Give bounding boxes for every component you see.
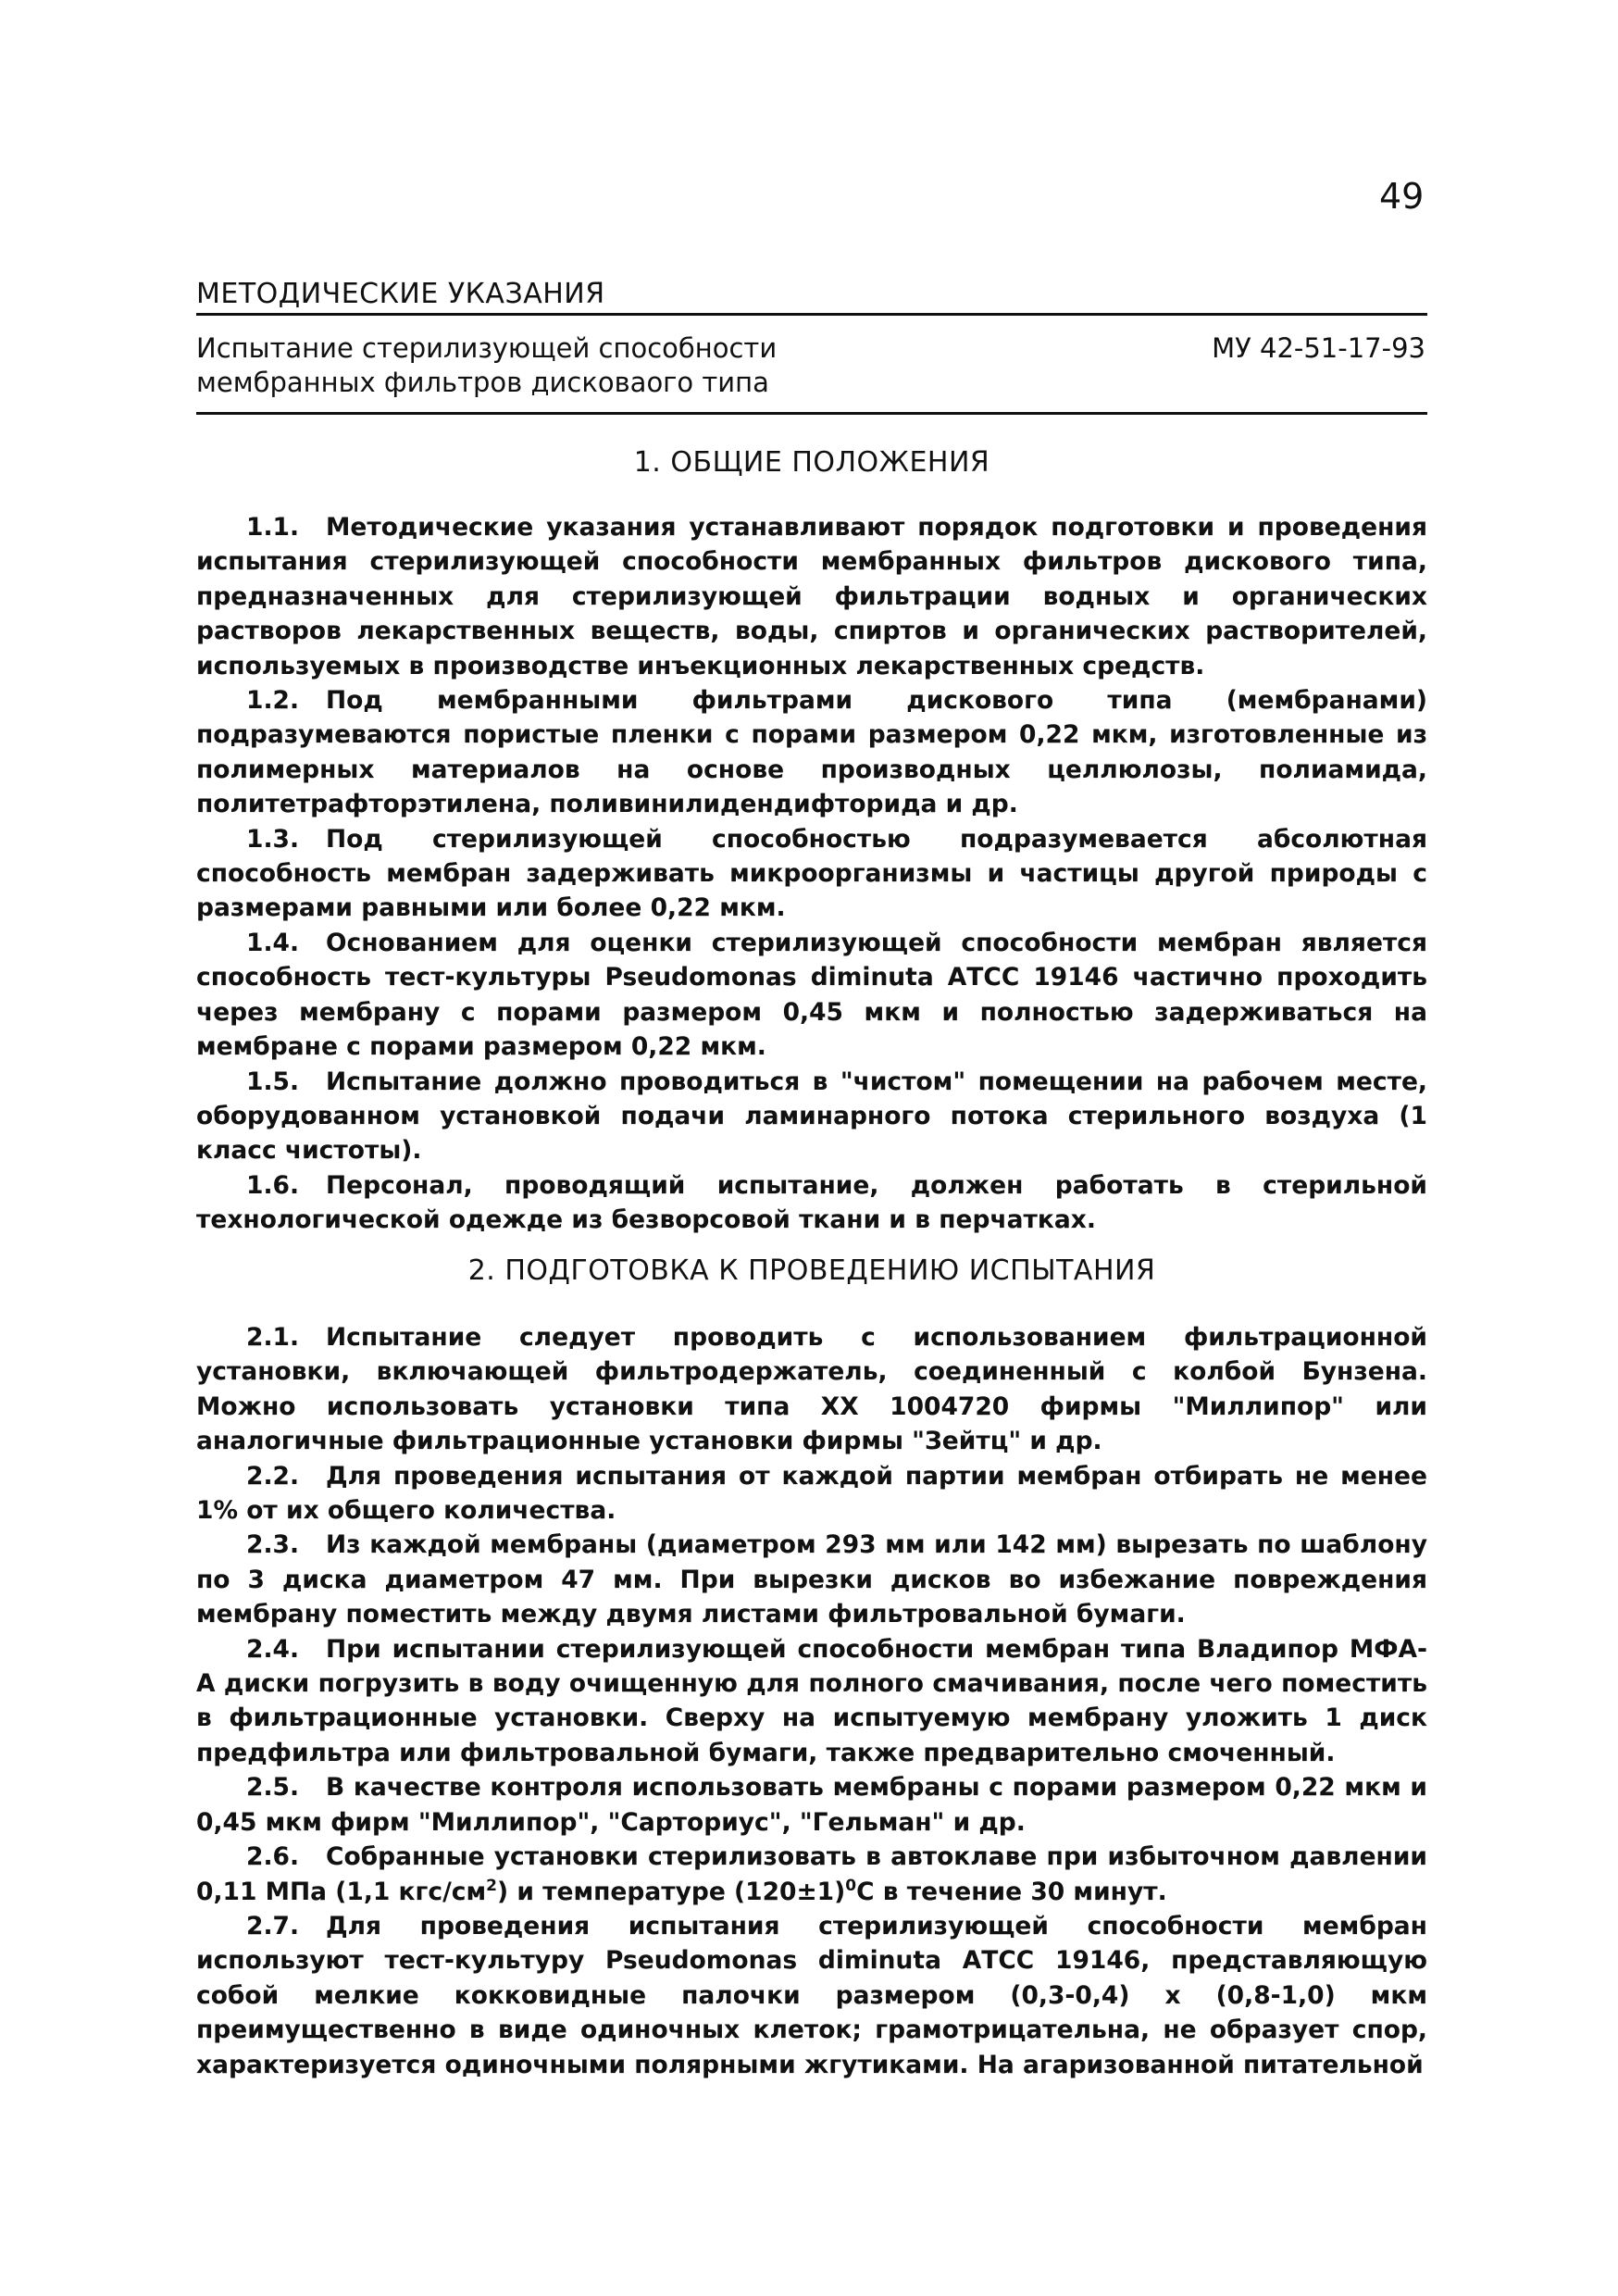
document-code: МУ 42-51-17-93: [1212, 332, 1425, 364]
paragraph-2-3: [196, 1528, 1427, 1631]
paragraph-number: 1.4.: [246, 928, 300, 957]
paragraph-text: Для проведения испытания от каждой партии мембран отбирать не менее 1% от их общего количества.: [196, 1461, 1427, 1526]
paragraph-2-6: [196, 1840, 1427, 1909]
section-1-body: [196, 510, 1427, 1238]
header-rule-top: [196, 313, 1427, 316]
paragraph-number: 2.5.: [246, 1773, 300, 1803]
section-1-title: 1. ОБЩИЕ ПОЛОЖЕНИЯ: [633, 446, 990, 479]
paragraph-text: Испытание следует проводить с использованием фильтрационной установки, включающей фильтродержатель, соединенный с колбой Бунзена. Можно использовать установки типа XX 1004720 фирмы "Миллипор" или аналогичные фильтрационные установки фирмы "Зейтц" и др.: [196, 1323, 1427, 1456]
paragraph-text-part-3: С в течение 30 минут.: [856, 1877, 1167, 1906]
section-2-body: [196, 1320, 1427, 2082]
paragraph-text: При испытании стерилизующей способности мембран типа Владипор МФА-А диски погрузить в воду очищенную для полного смачивания, после чего поместить в фильтрационные установки. Сверху на испытуемую мембрану уложить 1 диск предфильтра или фильтровальной бумаги, также предварительно смоченный.: [196, 1634, 1427, 1767]
header-rule-bottom: [196, 412, 1427, 415]
paragraph-1-6: [196, 1168, 1427, 1238]
paragraph-number: 2.6.: [246, 1842, 300, 1872]
paragraph-2-4: [196, 1632, 1427, 1771]
document-type-heading: МЕТОДИЧЕСКИЕ УКАЗАНИЯ: [196, 278, 605, 310]
paragraph-text: В качестве контроля использовать мембраны с порами размером 0,22 мкм и 0,45 мкм фирм "Миллипор", "Сарториус", "Гельман" и др.: [196, 1773, 1427, 1837]
paragraph-text-part-2: ) и температуре (120±1): [496, 1877, 846, 1906]
paragraph-1-2: [196, 683, 1427, 822]
paragraph-text: Из каждой мембраны (диаметром 293 мм или 142 мм) вырезать по шаблону по 3 диска диаметром 47 мм. При вырезки дисков во избежание повреждения мембрану поместить между двумя листами фильтровальной бумаги.: [196, 1530, 1427, 1629]
paragraph-number: 1.5.: [246, 1067, 300, 1096]
paragraph-1-1: [196, 510, 1427, 683]
paragraph-text: Испытание должно проводиться в "чистом" помещении на рабочем месте, оборудованном установкой подачи ламинарного потока стерильного воздуха (1 класс чистоты).: [196, 1067, 1427, 1166]
paragraph-1-4: [196, 926, 1427, 1065]
page-number: 49: [1379, 176, 1425, 217]
superscript: 0: [845, 1876, 857, 1895]
paragraph-number: 2.3.: [246, 1530, 300, 1560]
paragraph-number: 1.6.: [246, 1170, 300, 1200]
paragraph-1-3: [196, 822, 1427, 926]
paragraph-2-1: [196, 1320, 1427, 1459]
paragraph-number: 1.1.: [246, 513, 300, 542]
paragraph-text: Под мембранными фильтрами дискового типа (мембранами) подразумеваются пористые пленки с порами размером 0,22 мкм, изготовленные из полимерных материалов на основе производных целлюлозы, полиамида, политетрафторэтилена, поливинилидендифторида и др.: [196, 686, 1427, 819]
paragraph-1-5: [196, 1065, 1427, 1168]
paragraph-text: Основанием для оценки стерилизующей способности мембран является способность тест-культуры Pseudomonas diminuta АТСС 19146 частично проходить через мембрану с порами размером 0,45 мкм и полностью задерживаться на мембране с порами размером 0,22 мкм.: [196, 928, 1427, 1062]
paragraph-number: 2.1.: [246, 1323, 300, 1352]
paragraph-text: Для проведения испытания стерилизующей способности мембран используют тест-культуру Pseudomonas diminuta АТСС 19146, представляющую собой мелкие кокковидные палочки размером (0,3-0,4) х (0,8-1,0) мкм преимущественно в виде одиночных клеток; грамотрицательна, не образует спор, характеризуется одиночными полярными жгутиками. На агаризованной питательной: [196, 1911, 1427, 2079]
subject-line-2: мембранных фильтров дисковаого типа: [196, 367, 769, 398]
paragraph-2-5: [196, 1770, 1427, 1840]
paragraph-2-2: [196, 1459, 1427, 1529]
paragraph-number: 2.2.: [246, 1461, 300, 1491]
paragraph-2-7: [196, 1909, 1427, 2082]
paragraph-number: 2.7.: [246, 1911, 300, 1940]
document-subject: [196, 331, 777, 400]
subject-line-1: Испытание стерилизующей способности: [196, 332, 778, 364]
paragraph-text: Персонал, проводящий испытание, должен работать в стерильной технологической одежде из безворсовой ткани и в перчатках.: [196, 1170, 1427, 1235]
paragraph-text: Методические указания устанавливают порядок подготовки и проведения испытания стерилизующей способности мембранных фильтров дискового типа, предназначенных для стерилизующей фильтрации водных и органических растворов лекарственных веществ, воды, спиртов и органических растворителей, используемых в производстве инъекционных лекарственных средств.: [196, 513, 1427, 680]
superscript: 2: [486, 1876, 497, 1895]
paragraph-number: 2.4.: [246, 1634, 300, 1664]
paragraph-text: Под стерилизующей способностью подразумевается абсолютная способность мембран задерживать микроорганизмы и частицы другой природы с размерами равными или более 0,22 мкм.: [196, 824, 1427, 923]
paragraph-number: 1.3.: [246, 824, 300, 854]
paragraph-number: 1.2.: [246, 686, 300, 716]
paragraph-text-part-1: Собранные установки стерилизовать в автоклаве при избыточном давлении 0,11 МПа (1,1 кгс/см: [196, 1842, 1427, 1906]
section-2-title: 2. ПОДГОТОВКА К ПРОВЕДЕНИЮ ИСПЫТАНИЯ: [467, 1254, 1156, 1287]
